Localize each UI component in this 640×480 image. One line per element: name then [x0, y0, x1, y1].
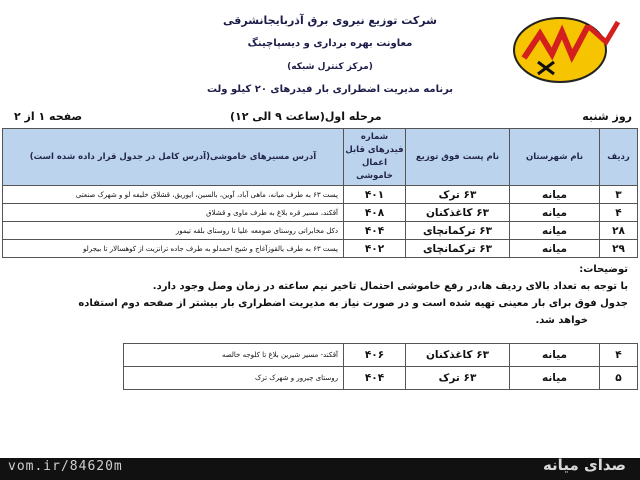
- cell-row-number: ۳: [600, 186, 638, 204]
- cell-substation: ۶۳ ترک: [406, 186, 510, 204]
- program-title: برنامه مدیریت اضطراری بار فیدرهای ۲۰ کیلو ولت: [206, 84, 454, 95]
- cell-substation: ۶۳ ترکمانچای: [406, 240, 510, 258]
- notes-title: توضیحات:: [579, 264, 628, 275]
- cell-city: میانه: [510, 367, 600, 390]
- notes-line: خواهد شد.: [535, 315, 588, 326]
- cell-city: میانه: [510, 240, 600, 258]
- table-row: [3, 344, 638, 367]
- cell-row-number: ۴: [600, 204, 638, 222]
- cell-address: پست ۶۳ به طرف یالقوزآغاج و شیخ احمدلو به طرف جاده ترانزیت از کوهسالار تا بیجرلو: [3, 240, 344, 258]
- cell-feeder: ۴۰۴: [344, 222, 406, 240]
- company-logo: [510, 12, 622, 84]
- feeder-table: [2, 128, 638, 258]
- deputy-title: معاونت بهره برداری و دیسپاچینگ: [247, 38, 413, 49]
- blank-cell: [3, 344, 124, 367]
- table-row: [3, 186, 638, 204]
- header-city: نام شهرستان: [510, 129, 600, 186]
- cell-feeder: ۴۰۶: [344, 344, 406, 367]
- cell-city: میانه: [510, 204, 600, 222]
- watermark-url: vom.ir/84620m: [8, 459, 123, 474]
- cell-substation: ۶۳ ترک: [406, 367, 510, 390]
- header-substation: نام پست فوق توزیع: [406, 129, 510, 186]
- cell-feeder: ۴۰۸: [344, 204, 406, 222]
- cell-address: روستای چیرور و شهرک ترک: [124, 367, 344, 390]
- table-header-row: [3, 129, 638, 186]
- table-row: [3, 240, 638, 258]
- cell-row-number: ۲۹: [600, 240, 638, 258]
- stage-label: مرحله اول(ساعت ۹ الی ۱۲): [230, 110, 382, 123]
- notes-line: جدول فوق برای بار معینی تهیه شده است و در صورت نیاز به مدیریت اضطراری بار بیشتر از صفحه دوم استفاده: [78, 298, 628, 309]
- notes-line: با توجه به تعداد بالای ردیف ها،در رفع خاموشی احتمال تاخیر نیم ساعته در زمان وصل وجود دارد.: [152, 281, 628, 292]
- table-row: [3, 204, 638, 222]
- page-count: صفحه ۱ از ۲: [14, 110, 83, 123]
- center-title: (مرکز کنترل شبکه): [287, 62, 373, 72]
- extra-feeder-table: [2, 343, 638, 390]
- header-feeder: شماره فیدرهای قابل اعمال خاموشی: [344, 129, 406, 186]
- notes-block: [28, 261, 628, 329]
- cell-address: دکل مخابراتی روستای صومعه علیا تا روستای بلقه تیمور: [3, 222, 344, 240]
- day-label: روز شنبه: [582, 110, 632, 123]
- cell-feeder: ۴۰۱: [344, 186, 406, 204]
- cell-row-number: ۵: [600, 367, 638, 390]
- cell-address: پست ۶۳ به طرف میانه، ماهی آباد، آوین، بالسین، ایوریق، قشلاق خلیفه لو و شهرک صنعتی: [3, 186, 344, 204]
- cell-city: میانه: [510, 186, 600, 204]
- cell-city: میانه: [510, 222, 600, 240]
- watermark-brand: صدای میانه: [542, 456, 626, 474]
- cell-row-number: ۲۸: [600, 222, 638, 240]
- table-row: [3, 367, 638, 390]
- cell-address: آقکند، مسیر قره بلاغ به طرف ماوی و قشلاق: [3, 204, 344, 222]
- header-row-number: ردیف: [600, 129, 638, 186]
- blank-cell: [3, 367, 124, 390]
- cell-address: آقکند- مسیر شیرین بلاغ تا کلوجه خالصه: [124, 344, 344, 367]
- company-name: شرکت توزیع نیروی برق آذربایجانشرقی: [223, 14, 437, 27]
- cell-substation: ۶۳ کاغذکنان: [406, 204, 510, 222]
- cell-feeder: ۴۰۴: [344, 367, 406, 390]
- cell-feeder: ۴۰۲: [344, 240, 406, 258]
- cell-city: میانه: [510, 344, 600, 367]
- table-row: [3, 222, 638, 240]
- cell-substation: ۶۳ کاغذکنان: [406, 344, 510, 367]
- cell-row-number: ۴: [600, 344, 638, 367]
- header-address: آدرس مسیرهای خاموشی(آدرس کامل در جدول قرار داده شده است): [3, 129, 344, 186]
- cell-substation: ۶۳ ترکمانچای: [406, 222, 510, 240]
